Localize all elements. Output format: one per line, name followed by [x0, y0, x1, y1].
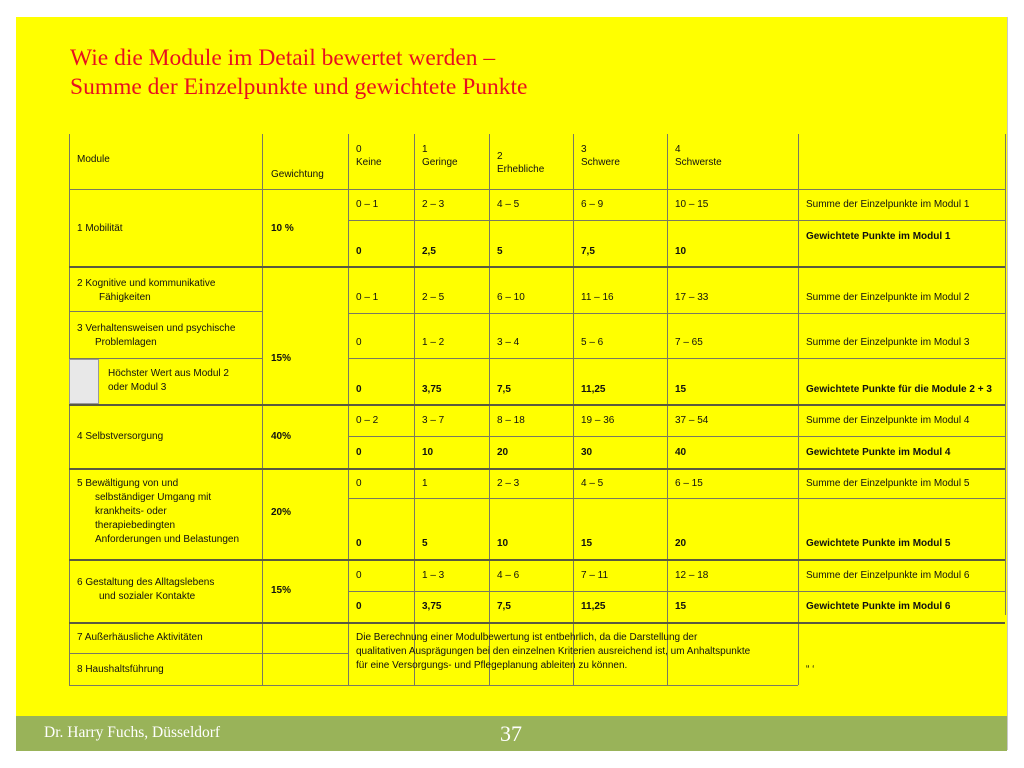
module-3-name-line-2: Problemlagen [95, 337, 157, 348]
module-5-weighted-label: Gewichtete Punkte im Modul 5 [806, 538, 951, 549]
module-2-range-4: 17 – 33 [675, 292, 709, 303]
module-4-weight: 40% [271, 431, 292, 442]
header-level-4-label: Schwerste [675, 157, 722, 168]
header-level-3-label: Schwere [581, 157, 620, 168]
note-quote: “ ‘ [806, 664, 815, 675]
module-3-range-1: 1 – 2 [422, 337, 445, 348]
module-5-weighted-0: 0 [356, 538, 362, 549]
module-1-range-1: 2 – 3 [422, 199, 445, 210]
module-2-range-2: 6 – 10 [497, 292, 525, 303]
module-5-range-2: 2 – 3 [497, 478, 520, 489]
slide [16, 17, 1008, 750]
module-4-name: 4 Selbstversorgung [77, 431, 164, 442]
module-2-name-line-1: 2 Kognitive und kommunikative [77, 278, 216, 289]
header-level-4-num: 4 [675, 144, 681, 155]
module-4-weighted-1: 10 [422, 447, 434, 458]
module-2-3-max-line-2: oder Modul 3 [108, 382, 167, 393]
footer-bar [16, 716, 1007, 751]
module-1-weighted-4: 10 [675, 246, 687, 257]
module-4-range-1: 3 – 7 [422, 415, 445, 426]
module-1-weight: 10 % [271, 223, 294, 234]
module-4-weighted-0: 0 [356, 447, 362, 458]
module-1-range-4: 10 – 15 [675, 199, 709, 210]
module-6-weighted-2: 7,5 [497, 601, 511, 612]
module-2-range-0: 0 – 1 [356, 292, 379, 303]
header-level-0-num: 0 [356, 144, 362, 155]
module-5-weighted-4: 20 [675, 538, 687, 549]
module-3-range-0: 0 [356, 337, 362, 348]
header-level-1-label: Geringe [422, 157, 458, 168]
note-line-1: Die Berechnung einer Modulbewertung ist entbehrlich, da die Darstellung der [356, 632, 698, 643]
title-line-2: Summe der Einzelpunkte und gewichtete Punkte [70, 74, 528, 100]
page-number: 37 [500, 721, 522, 746]
module-6-weight: 15% [271, 585, 292, 596]
module-4-sum-label: Summe der Einzelpunkte im Modul 4 [806, 415, 970, 426]
module-6-sum-label: Summe der Einzelpunkte im Modul 6 [806, 570, 970, 581]
module-5-range-4: 6 – 15 [675, 478, 703, 489]
module-6-name-line-1: 6 Gestaltung des Alltagslebens [77, 577, 215, 588]
module-1-weighted-2: 5 [497, 246, 503, 257]
module-4-range-3: 19 – 36 [581, 415, 615, 426]
module-4-range-2: 8 – 18 [497, 415, 525, 426]
module-1-weighted-0: 0 [356, 246, 362, 257]
title-line-1: Wie die Module im Detail bewertet werden – [70, 45, 496, 71]
module-4-range-4: 37 – 54 [675, 415, 709, 426]
evaluation-table [69, 134, 1007, 685]
module-5-weighted-1: 5 [422, 538, 428, 549]
module-5-name-line-5: Anforderungen und Belastungen [95, 534, 240, 545]
module-5-name-line-1: 5 Bewältigung von und [77, 478, 179, 489]
module-1-weighted-3: 7,5 [581, 246, 595, 257]
module-1-range-2: 4 – 5 [497, 199, 520, 210]
module-2-3-weighted-0: 0 [356, 384, 362, 395]
module-5-name-line-2: selbständiger Umgang mit [95, 492, 212, 503]
module-6-range-1: 1 – 3 [422, 570, 445, 581]
module-6-range-2: 4 – 6 [497, 570, 520, 581]
header-level-2-label: Erhebliche [497, 164, 545, 175]
module-4-weighted-3: 30 [581, 447, 593, 458]
module-6-name-line-2: und sozialer Kontakte [99, 591, 196, 602]
note-line-2: qualitativen Ausprägungen bei den einzelnen Kriterien ausreichend ist, um Anhaltspunkte [356, 646, 751, 657]
module-5-sum-label: Summe der Einzelpunkte im Modul 5 [806, 478, 970, 489]
module-2-name-line-2: Fähigkeiten [99, 292, 151, 303]
slide-title [70, 44, 527, 102]
module-1-range-0: 0 – 1 [356, 199, 379, 210]
module-7-name: 7 Außerhäusliche Aktivitäten [77, 632, 203, 643]
module-2-3-weighted-label: Gewichtete Punkte für die Module 2 + 3 [806, 384, 992, 395]
module-6-weighted-label: Gewichtete Punkte im Modul 6 [806, 601, 951, 612]
module-4-weighted-2: 20 [497, 447, 509, 458]
header-level-1-num: 1 [422, 144, 428, 155]
module-1-weighted-label: Gewichtete Punkte im Modul 1 [806, 231, 951, 242]
module-2-3-weighted-2: 7,5 [497, 384, 511, 395]
module-6-weighted-4: 15 [675, 601, 687, 612]
header-level-0-label: Keine [356, 157, 382, 168]
module-5-range-3: 4 – 5 [581, 478, 604, 489]
module-5-range-0: 0 [356, 478, 362, 489]
module-2-3-weighted-4: 15 [675, 384, 687, 395]
footer-author: Dr. Harry Fuchs, Düsseldorf [44, 724, 221, 741]
module-6-range-4: 12 – 18 [675, 570, 709, 581]
module-1-weighted-1: 2,5 [422, 246, 436, 257]
module-2-3-weight: 15% [271, 353, 292, 364]
module-3-range-4: 7 – 65 [675, 337, 703, 348]
module-8-name: 8 Haushaltsführung [77, 664, 164, 675]
module-4-weighted-4: 40 [675, 447, 687, 458]
module-5-range-1: 1 [422, 478, 428, 489]
module-6-weighted-3: 11,25 [581, 601, 606, 612]
module-3-sum-label: Summe der Einzelpunkte im Modul 3 [806, 337, 970, 348]
header-weight: Gewichtung [271, 169, 324, 180]
header-level-3-num: 3 [581, 144, 587, 155]
module-6-range-3: 7 – 11 [581, 570, 609, 581]
module-6-range-0: 0 [356, 570, 362, 581]
module-1-name: 1 Mobilität [77, 223, 123, 234]
module-2-range-3: 11 – 16 [581, 292, 614, 303]
module-5-weight: 20% [271, 507, 292, 518]
module-2-3-weighted-1: 3,75 [422, 384, 442, 395]
module-2-3-max-line-1: Höchster Wert aus Modul 2 [108, 368, 229, 379]
module-5-weighted-3: 15 [581, 538, 593, 549]
module-5-name-line-4: therapiebedingten [95, 520, 176, 531]
module-4-weighted-label: Gewichtete Punkte im Modul 4 [806, 447, 951, 458]
module-3-range-3: 5 – 6 [581, 337, 604, 348]
module-2-range-1: 2 – 5 [422, 292, 445, 303]
module-2-sum-label: Summe der Einzelpunkte im Modul 2 [806, 292, 970, 303]
module-3-name-line-1: 3 Verhaltensweisen und psychische [77, 323, 236, 334]
module-2-3-weighted-3: 11,25 [581, 384, 606, 395]
header-level-2-num: 2 [497, 151, 503, 162]
module-1-range-3: 6 – 9 [581, 199, 604, 210]
header-module: Module [77, 154, 110, 165]
module-5-weighted-2: 10 [497, 538, 509, 549]
module-6-weighted-1: 3,75 [422, 601, 442, 612]
module-5-name-line-3: krankheits- oder [95, 506, 167, 517]
note-line-3: für eine Versorgungs- und Pflegeplanung ableiten zu können. [356, 660, 628, 671]
module-3-range-2: 3 – 4 [497, 337, 520, 348]
module-1-sum-label: Summe der Einzelpunkte im Modul 1 [806, 199, 970, 210]
module-6-weighted-0: 0 [356, 601, 362, 612]
module-4-range-0: 0 – 2 [356, 415, 379, 426]
module-2-3-max-marker [69, 359, 99, 404]
